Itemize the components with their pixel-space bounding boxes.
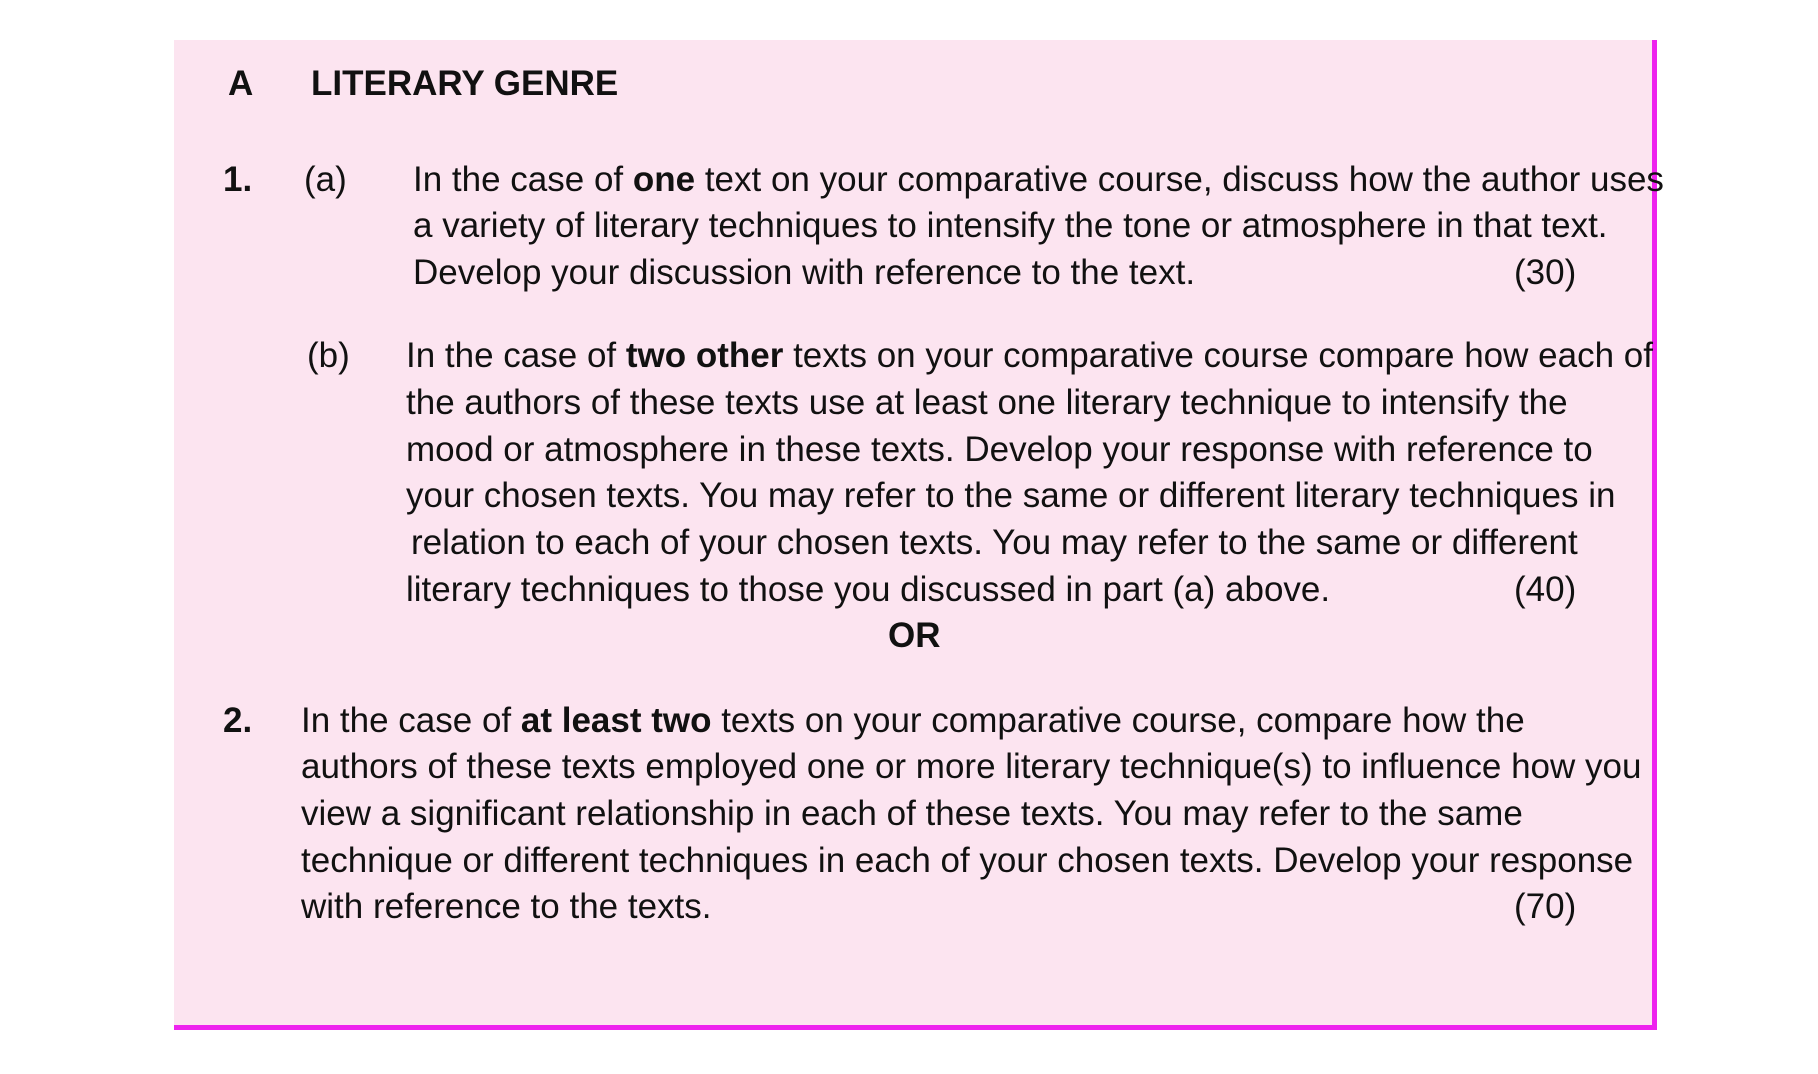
question-2-line-5: with reference to the texts. (301, 887, 712, 926)
section-title: LITERARY GENRE (311, 64, 619, 103)
question-2-line-1-pre: In the case of (301, 701, 521, 740)
question-2-line-4: technique or different techniques in each of your chosen texts. Develop your response (301, 841, 1634, 880)
question-1a-line-1-pre: In the case of (413, 160, 633, 199)
question-1a-line-2: a variety of literary techniques to intensify the tone or atmosphere in that text. (413, 206, 1608, 245)
question-1b-line-1 (406, 332, 1653, 379)
or-separator: OR (888, 616, 941, 655)
question-2-line-1-post: texts on your comparative course, compare how the (711, 701, 1525, 740)
question-1b-line-2: the authors of these texts use at least one literary technique to intensify the (406, 383, 1568, 422)
question-1b-marks: (40) (1514, 570, 1577, 609)
question-1a-label: (a) (304, 160, 347, 199)
question-1a-line-1 (413, 156, 1664, 203)
question-1b-line-6: literary techniques to those you discussed in part (a) above. (406, 570, 1331, 609)
question-1b-line-1-post: texts on your comparative course compare how each of (783, 336, 1653, 375)
question-1a-emphasis: one (632, 160, 696, 199)
question-1a-marks: (30) (1514, 253, 1577, 292)
question-2-emphasis: at least two (520, 701, 712, 740)
section-letter: A (228, 64, 254, 103)
question-1-number: 1. (223, 160, 253, 199)
question-1a-line-3: Develop your discussion with reference to the text. (413, 253, 1196, 292)
question-2-number: 2. (223, 701, 253, 740)
question-2-line-2: authors of these texts employed one or more literary technique(s) to influence how you (301, 747, 1642, 786)
question-1b-line-4: your chosen texts. You may refer to the same or different literary techniques in (406, 476, 1616, 515)
question-1b-line-5: relation to each of your chosen texts. You may refer to the same or different (411, 523, 1578, 562)
question-1b-emphasis: two other (625, 336, 784, 375)
question-2-line-1 (301, 697, 1525, 744)
question-1b-line-3: mood or atmosphere in these texts. Develop your response with reference to (406, 430, 1593, 469)
question-2-line-3: view a significant relationship in each of these texts. You may refer to the same (301, 794, 1523, 833)
question-1a-line-1-post: text on your comparative course, discuss how the author uses (695, 160, 1664, 199)
question-1b-line-1-pre: In the case of (406, 336, 626, 375)
question-2-marks: (70) (1514, 887, 1577, 926)
question-1b-label: (b) (307, 336, 350, 375)
